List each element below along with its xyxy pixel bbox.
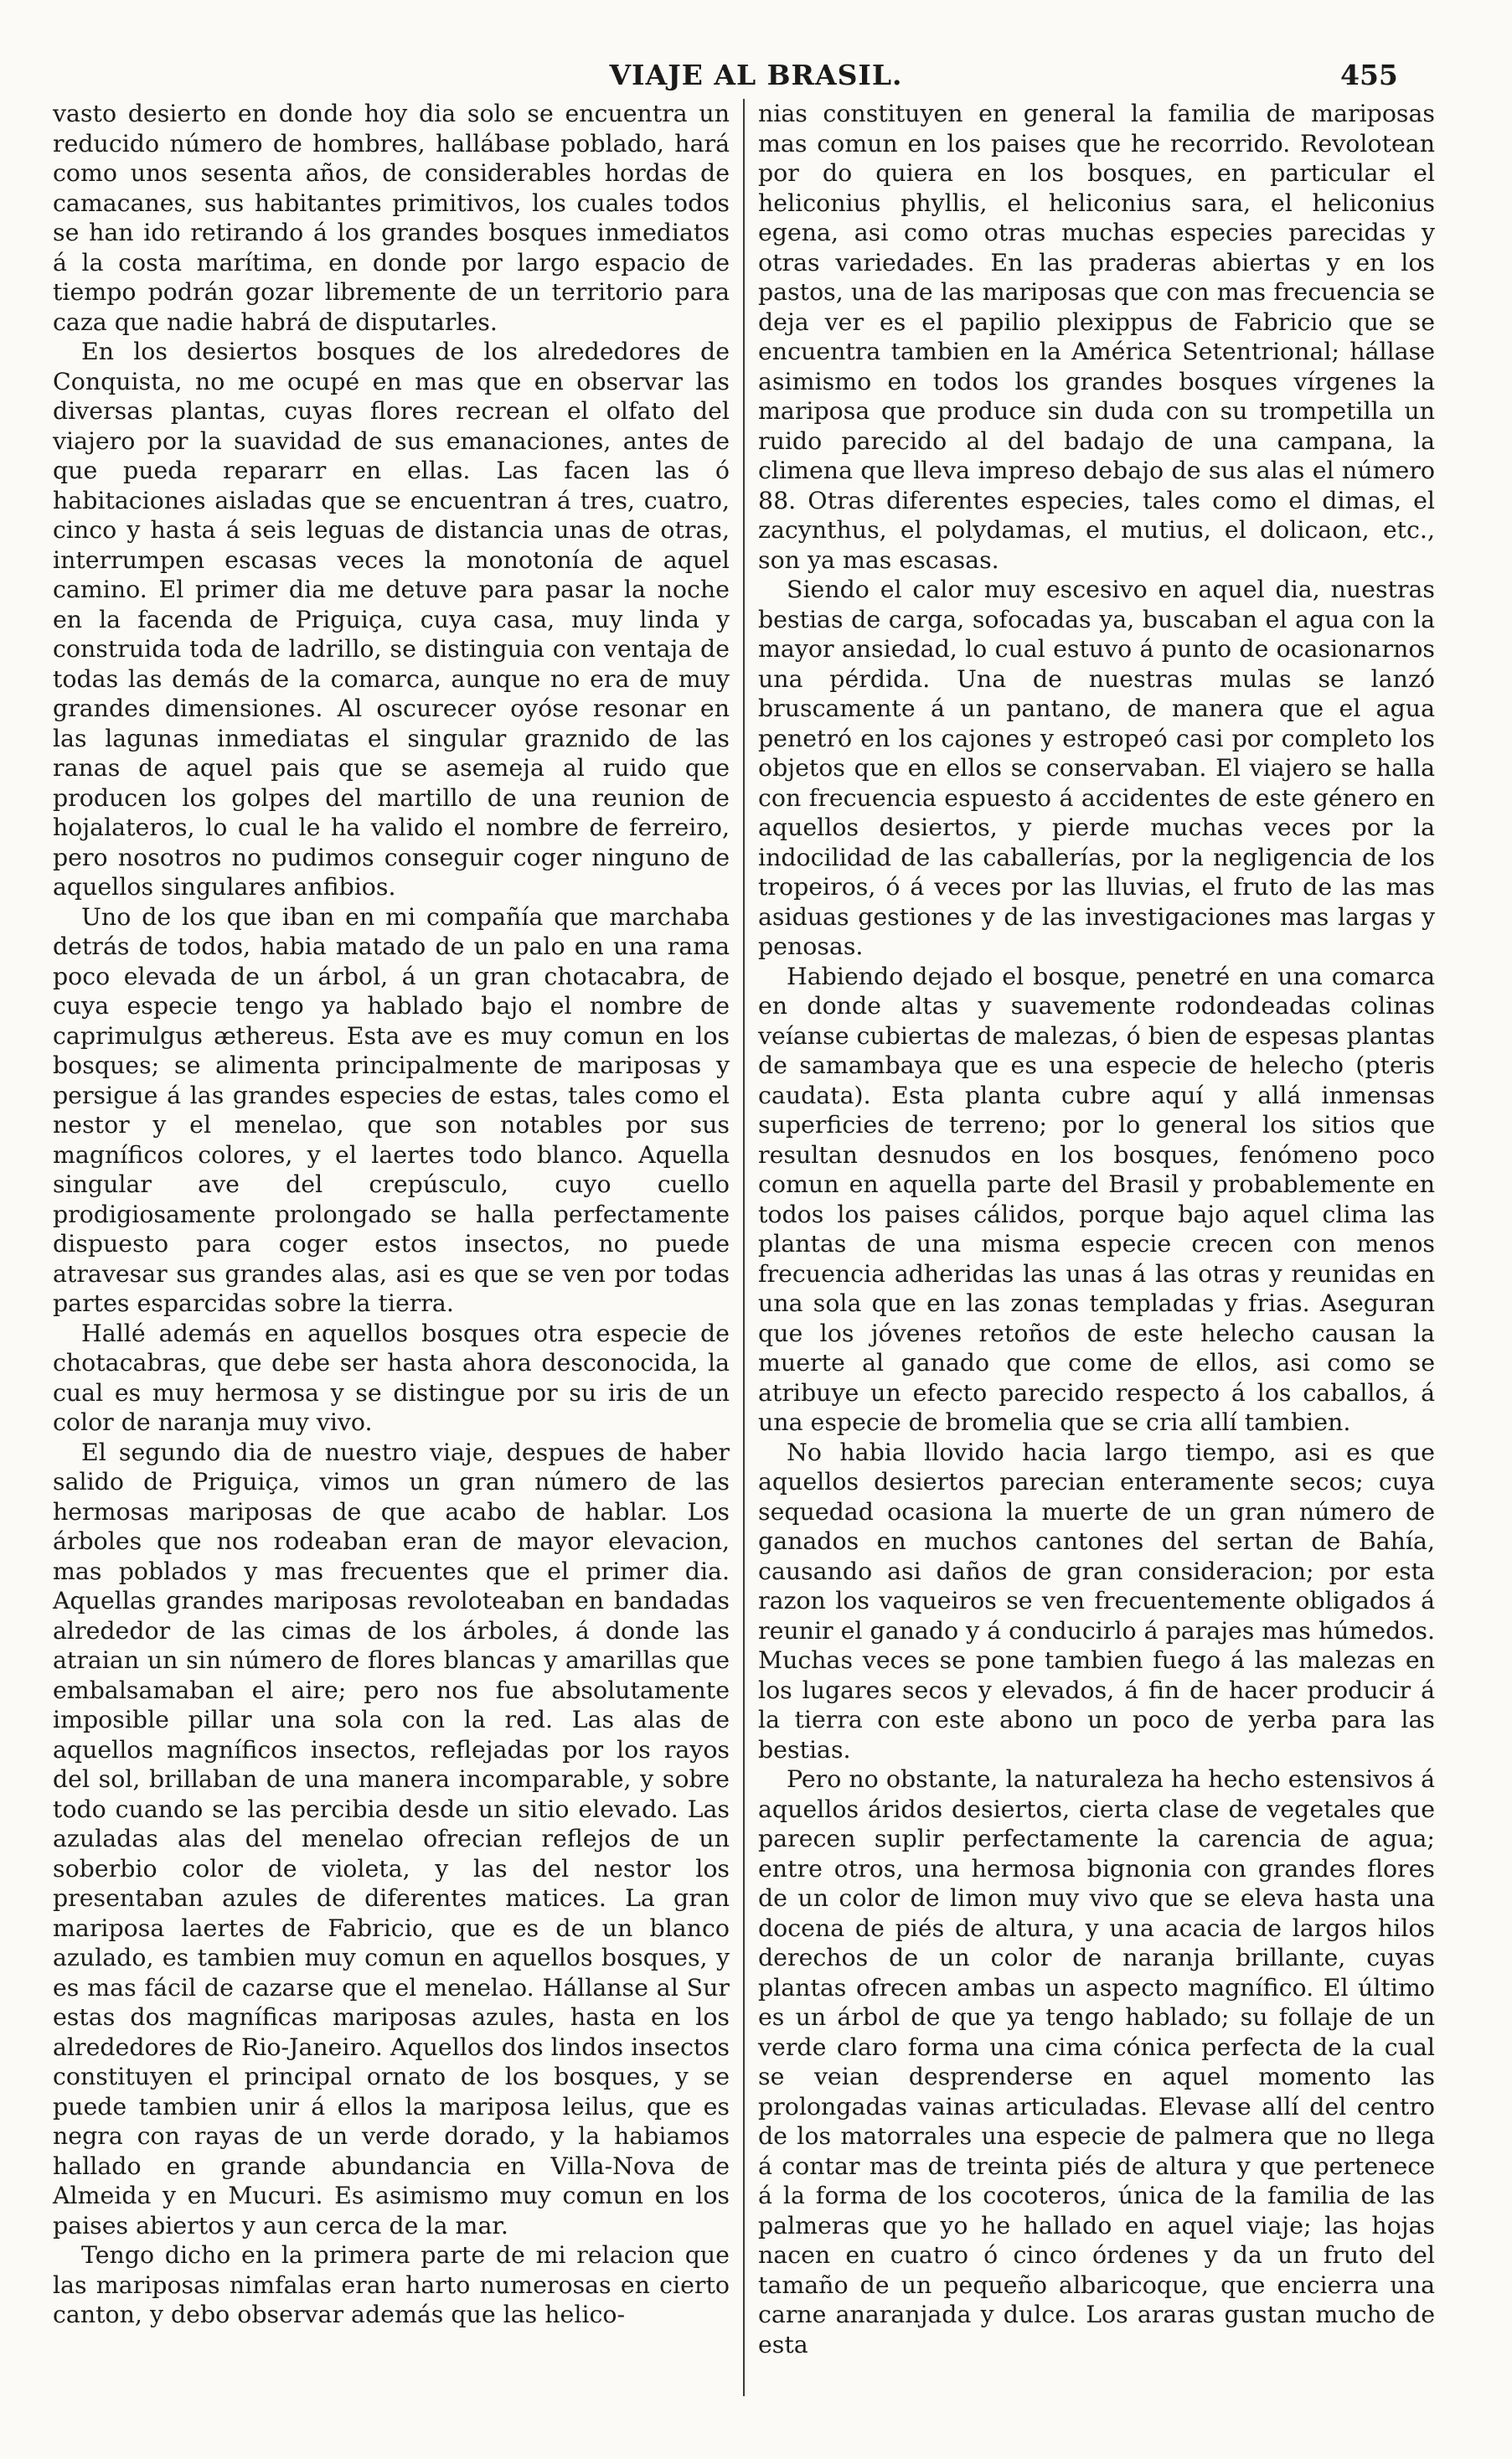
page-number: 455 bbox=[1340, 59, 1398, 91]
paragraph: Habiendo dejado el bosque, penetré en una comarca en donde altas y suavemente rodondeadas colinas veíanse cubiertas de malezas, ó bien de espesas plantas de samambaya que es una especie de helecho (pteris caudata). Esta planta cubre aquí y allá inmensas superficies de terreno; por lo general los sitios que resultan desnudos en los bosques, fenómeno poco comun en aquella parte del Brasil y probablemente en todos los paises cálidos, porque bajo aquel clima las plantas de una misma especie crecen con menos frecuencia adheridas las unas á las otras y reunidas en una sola que en las zonas templadas y frias. Aseguran que los jóvenes retoños de este helecho causan la muerte al ganado que come de ellos, asi como se atribuye un efecto parecido respecto á los caballos, á una especie de bromelia que se cria allí tambien. bbox=[758, 962, 1435, 1436]
paragraph: En los desiertos bosques de los alrededores de Conquista, no me ocupé en mas que en observar las diversas plantas, cuyas flores recrean el olfato del viajero por la suavidad de sus emanaciones, antes de que pueda repararr en ellas. Las facen las ó habitaciones aisladas que se encuentran á tres, cuatro, cinco y hasta á seis leguas de distancia unas de otras, interrumpen escasas veces la monotonía de aquel camino. El primer dia me detuve para pasar la noche en la facenda de Priguiça, cuya casa, muy linda y construida toda de ladrillo, se distinguia con ventaja de todas las demás de la comarca, aunque no era de muy grandes dimensiones. Al oscurecer oyóse resonar en las lagunas inmediatas el singular graznido de las ranas de aquel pais que se asemeja al ruido que producen los golpes del martillo de una reunion de hojalateros, lo cual le ha valido el nombre de ferreiro, pero nosotros no pudimos conseguir coger ninguno de aquellos singulares anfibios. bbox=[53, 338, 730, 901]
paragraph: nias constituyen en general la familia de mariposas mas comun en los paises que he recorrido. Revolotean por do quiera en los bosques, en particular el heliconius phyllis, el heliconius sara, el heliconius egena, asi como otras muchas especies parecidas y otras variedades. En las praderas abiertas y en los pastos, una de las mariposas que con mas frecuencia se deja ver es el papilio plexippus de Fabricio que se encuentra tambien en la América Setentrional; hállase asimismo en todos los grandes bosques vírgenes la mariposa que produce sin duda con su trompetilla un ruido parecido al del badajo de una campana, la climena que lleva impreso debajo de sus alas el número 88. Otras diferentes especies, tales como el dimas, el zacynthus, el polydamas, el mutius, el dolicaon, etc., son ya mas escasas. bbox=[758, 100, 1435, 574]
paragraph: No habia llovido hacia largo tiempo, asi es que aquellos desiertos parecian enteramente secos; cuya sequedad ocasiona la muerte de un gran número de ganados en muchos cantones del sertan de Bahía, causando asi daños de gran consideracion; por esta razon los vaqueiros se ven frecuentemente obligados á reunir el ganado y á conducirlo á parajes mas húmedos. Muchas veces se pone tambien fuego á las malezas en los lugares secos y elevados, á fin de hacer producir á la tierra con este abono un poco de yerba para las bestias. bbox=[758, 1438, 1435, 1764]
paragraph: Pero no obstante, la naturaleza ha hecho estensivos á aquellos áridos desiertos, cierta clase de vegetales que parecen suplir perfectamente la carencia de agua; entre otros, una hermosa bignonia con grandes flores de un color de limon muy vivo que se eleva hasta una docena de piés de altura, y una acacia de largos hilos derechos de un color de naranja brillante, cuyas plantas ofrecen ambas un aspecto magnífico. El último es un árbol de que ya tengo hablado; su follaje de un verde claro forma una cima cónica perfecta de la cual se veian desprenderse en aquel momento las prolongadas vainas articuladas. Elevase allí del centro de los matorrales una especie de palmera que no llega á contar mas de treinta piés de altura y que pertenece á la forma de los cocoteros, única de la familia de las palmeras que yo he hallado en aquel viaje; las hojas nacen en cuatro ó cinco órdenes y da un fruto del tamaño de un pequeño albaricoque, que encierra una carne anaranjada y dulce. Los araras gustan mucho de esta bbox=[758, 1765, 1435, 2358]
running-title: VIAJE AL BRASIL. bbox=[609, 59, 903, 91]
right-column bbox=[758, 99, 1435, 2359]
left-column bbox=[53, 99, 730, 2330]
paragraph: Tengo dicho en la primera parte de mi relacion que las mariposas nimfalas eran harto numerosas en cierto canton, y debo observar además que las helico- bbox=[53, 2241, 730, 2328]
paragraph: Siendo el calor muy escesivo en aquel dia, nuestras bestias de carga, sofocadas ya, buscaban el agua con la mayor ansiedad, lo cual estuvo á punto de ocasionarnos una pérdida. Una de nuestras mulas se lanzó bruscamente á un pantano, de manera que el agua penetró en los cajones y estropeó casi por completo los objetos que en ellos se conservaban. El viajero se halla con frecuencia espuesto á accidentes de este género en aquellos desiertos, y pierde muchas veces por la indocilidad de las caballerías, por la negligencia de los tropeiros, ó á veces por las lluvias, el fruto de las mas asiduas gestiones y de las investigaciones mas largas y penosas. bbox=[758, 576, 1435, 960]
paragraph: Hallé además en aquellos bosques otra especie de chotacabras, que debe ser hasta ahora desconocida, la cual es muy hermosa y se distingue por su iris de un color de naranja muy vivo. bbox=[53, 1319, 730, 1436]
paragraph: Uno de los que iban en mi compañía que marchaba detrás de todos, habia matado de un palo en una rama poco elevada de un árbol, á un gran chotacabra, de cuya especie tengo ya hablado bajo el nombre de caprimulgus æthereus. Esta ave es muy comun en los bosques; se alimenta principalmente de mariposas y persigue á las grandes especies de estas, tales como el nestor y el menelao, que son notables por sus magníficos colores, y el laertes todo blanco. Aquella singular ave del crepúsculo, cuyo cuello prodigiosamente prolongado se halla perfectamente dispuesto para coger estos insectos, no puede atravesar sus grandes alas, asi es que se ven por todas partes esparcidas sobre la tierra. bbox=[53, 902, 730, 1317]
column-divider bbox=[743, 99, 745, 2396]
paragraph: vasto desierto en donde hoy dia solo se encuentra un reducido número de hombres, hallábase poblado, hará como unos sesenta años, de considerables hordas de camacanes, sus habitantes primitivos, los cuales todos se han ido retirando á los grandes bosques inmediatos á la costa marítima, en donde por largo espacio de tiempo podrán gozar libremente de un territorio para caza que nadie habrá de disputarles. bbox=[53, 100, 730, 336]
paragraph: El segundo dia de nuestro viaje, despues de haber salido de Priguiça, vimos un gran número de las hermosas mariposas de que acabo de hablar. Los árboles que nos rodeaban eran de mayor elevacion, mas poblados y mas frecuentes que el primer dia. Aquellas grandes mariposas revoloteaban en bandadas alrededor de las cimas de los árboles, á donde las atraian un sin número de flores blancas y amarillas que embalsamaban el aire; pero nos fue absolutamente imposible pillar una sola con la red. Las alas de aquellos magníficos insectos, reflejadas por los rayos del sol, brillaban de una manera incomparable, y sobre todo cuando se las percibia desde un sitio elevado. Las azuladas alas del menelao ofrecian reflejos de un soberbio color de violeta, y las del nestor los presentaban azules de diferentes matices. La gran mariposa laertes de Fabricio, que es de un blanco azulado, es tambien muy comun en aquellos bosques, y es mas fácil de cazarse que el menelao. Hállanse al Sur estas dos magníficas mariposas azules, hasta en los alrededores de Rio-Janeiro. Aquellos dos lindos insectos constituyen el principal ornato de los bosques, y se puede tambien unir á ellos la mariposa leilus, que es negra con rayas de un verde dorado, y la habiamos hallado en grande abundancia en Villa-Nova de Almeida y en Mucuri. Es asimismo muy comun en los paises abiertos y aun cerca de la mar. bbox=[53, 1438, 730, 2239]
